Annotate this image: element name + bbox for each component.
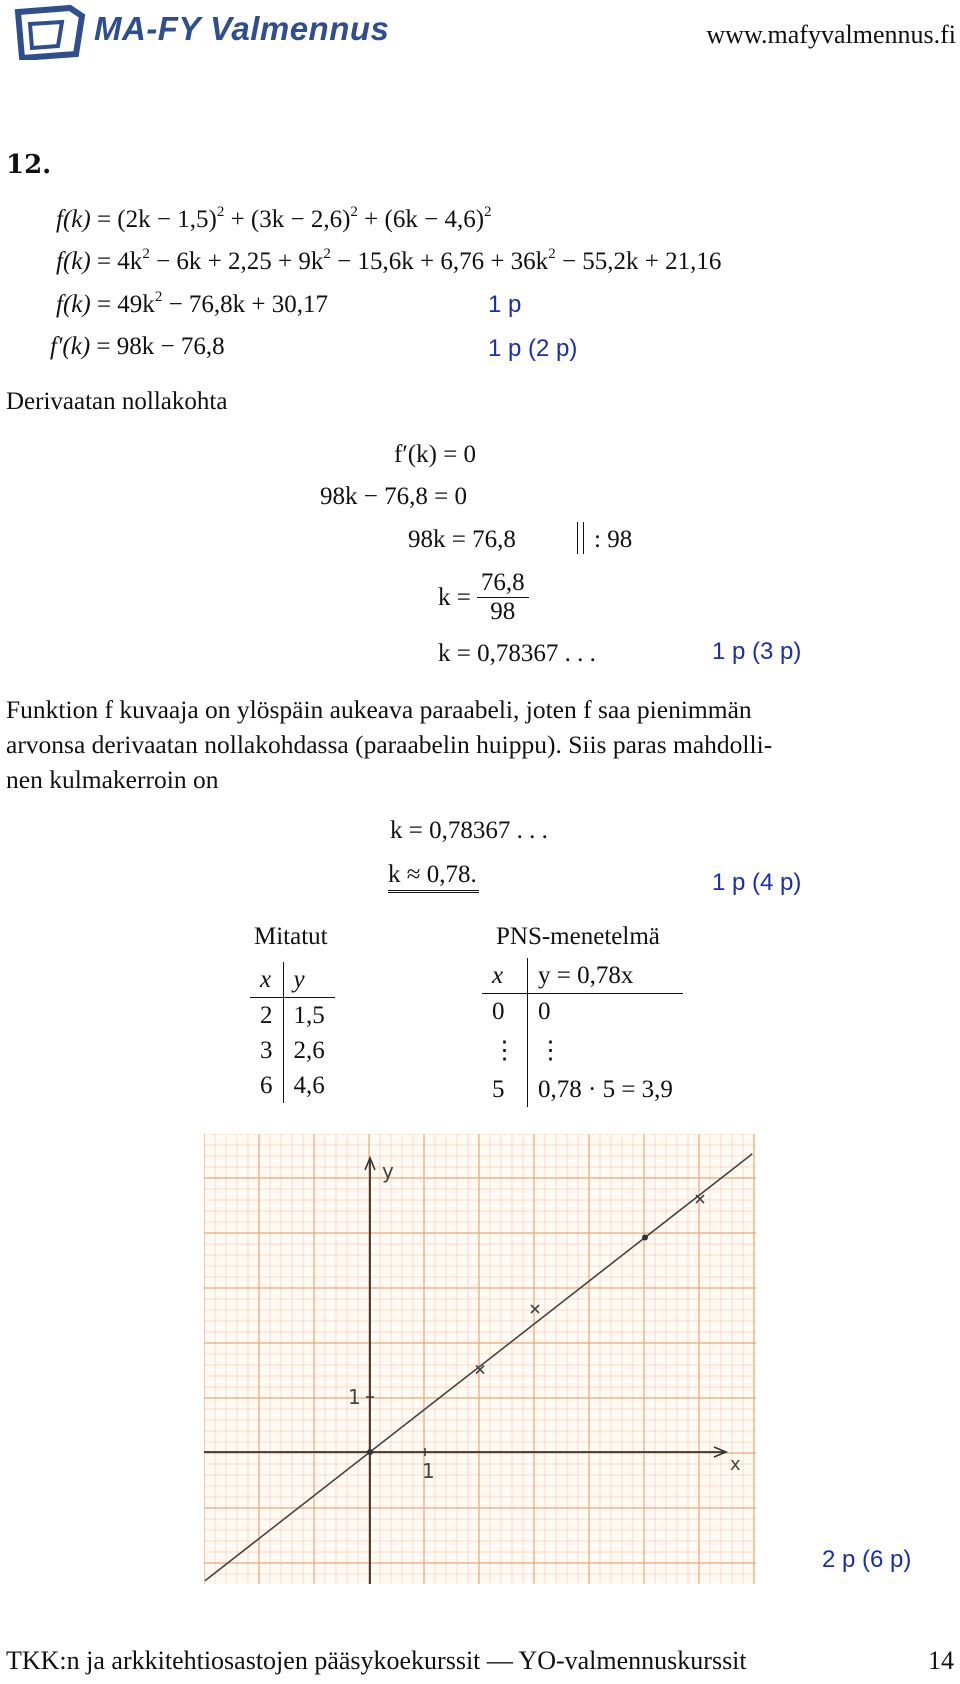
line-point-dot	[642, 1235, 648, 1241]
points-label-1: 1 p	[488, 291, 522, 318]
measured-table	[250, 962, 335, 1103]
equation-line-3: $f(k) = 49k^2 - 76,8k + 30,17$	[56, 288, 329, 318]
footer-text: TKK:n ja arkkitehtiosastojen pääsykoekurssit — YO-valmennuskurssit	[6, 1646, 747, 1675]
logo-text: MA-FY Valmennus	[94, 10, 390, 47]
step-5: k = 0,78367 . . .	[438, 640, 596, 667]
points-label-2: 1 p (2 p)	[488, 335, 578, 362]
table-row: 3 2,6	[250, 1033, 335, 1068]
step-3-divisor: : 98	[594, 526, 633, 553]
y-tick-label: 1	[348, 1385, 361, 1409]
step-4: k = $\frac{76,8}{98}$	[438, 569, 529, 626]
pns-table-title: PNS-menetelmä	[496, 923, 660, 950]
pns-header-x: x	[482, 958, 528, 994]
conclusion-line-1: Funktion f kuvaaja on ylöspäin aukeava paraabeli, joten f saa pienimmän	[6, 695, 752, 724]
points-label-5: 2 p (6 p)	[822, 1546, 912, 1573]
table-row: 5 0,78 · 5 = 3,9	[482, 1072, 683, 1107]
table-row: 2 1,5	[250, 998, 335, 1034]
x-axis-label: x	[730, 1454, 741, 1475]
measured-header-y: y	[283, 962, 335, 998]
website-url: www.mafyvalmennus.fi	[706, 20, 956, 49]
problem-number: 12.	[6, 150, 52, 180]
measured-header-x: x	[250, 962, 283, 998]
page-number: 14	[928, 1646, 954, 1675]
table-row: 6 4,6	[250, 1068, 335, 1103]
derivative-zero-heading: Derivaatan nollakohta	[6, 388, 228, 415]
step-2: 98k − 76,8 = 0	[320, 483, 467, 510]
fraction: $\frac{76,8}{98}$	[477, 569, 529, 626]
equation-line-2: $f(k) = 4k^2 - 6k + 2,25 + 9k^2 - 15,6k + 6,76 + 36k^2 - 55,2k + 21,16$	[56, 245, 722, 275]
equation-line-4: f′(k) = 98k − 76,8	[50, 333, 225, 360]
pns-header-y: y = 0,78x	[528, 958, 684, 994]
result-rounded: k ≈ 0,78.	[388, 860, 479, 893]
y-axis-label: y	[382, 1159, 394, 1183]
pns-table	[482, 958, 683, 1107]
logo-mark-icon	[10, 4, 90, 60]
points-label-4: 1 p (4 p)	[712, 869, 802, 896]
logo	[10, 4, 390, 60]
points-label-3: 1 p (3 p)	[712, 638, 802, 665]
equation-line-1: $f(k) = (2k - 1,5)^2 + (3k - 2,6)^2 + (6k - 4,6)^2$	[56, 203, 492, 233]
table-row: 0 0	[482, 994, 683, 1030]
conclusion-line-2: arvonsa derivaatan nollakohdassa (paraabelin huippu). Siis paras mahdolli-	[6, 730, 773, 759]
graph-paper	[204, 1134, 756, 1584]
measured-table-title: Mitatut	[254, 923, 328, 950]
table-row: ⋮ ⋮	[482, 1029, 683, 1072]
line-point-dot	[367, 1449, 373, 1455]
x-tick-label: 1	[422, 1459, 435, 1483]
step-1: f′(k) = 0	[394, 441, 477, 468]
conclusion-line-3: nen kulmakerroin on	[6, 765, 219, 794]
step-3: 98k = 76,8	[408, 526, 516, 553]
result-exact: k = 0,78367 . . .	[390, 817, 548, 844]
division-bar	[577, 522, 584, 554]
